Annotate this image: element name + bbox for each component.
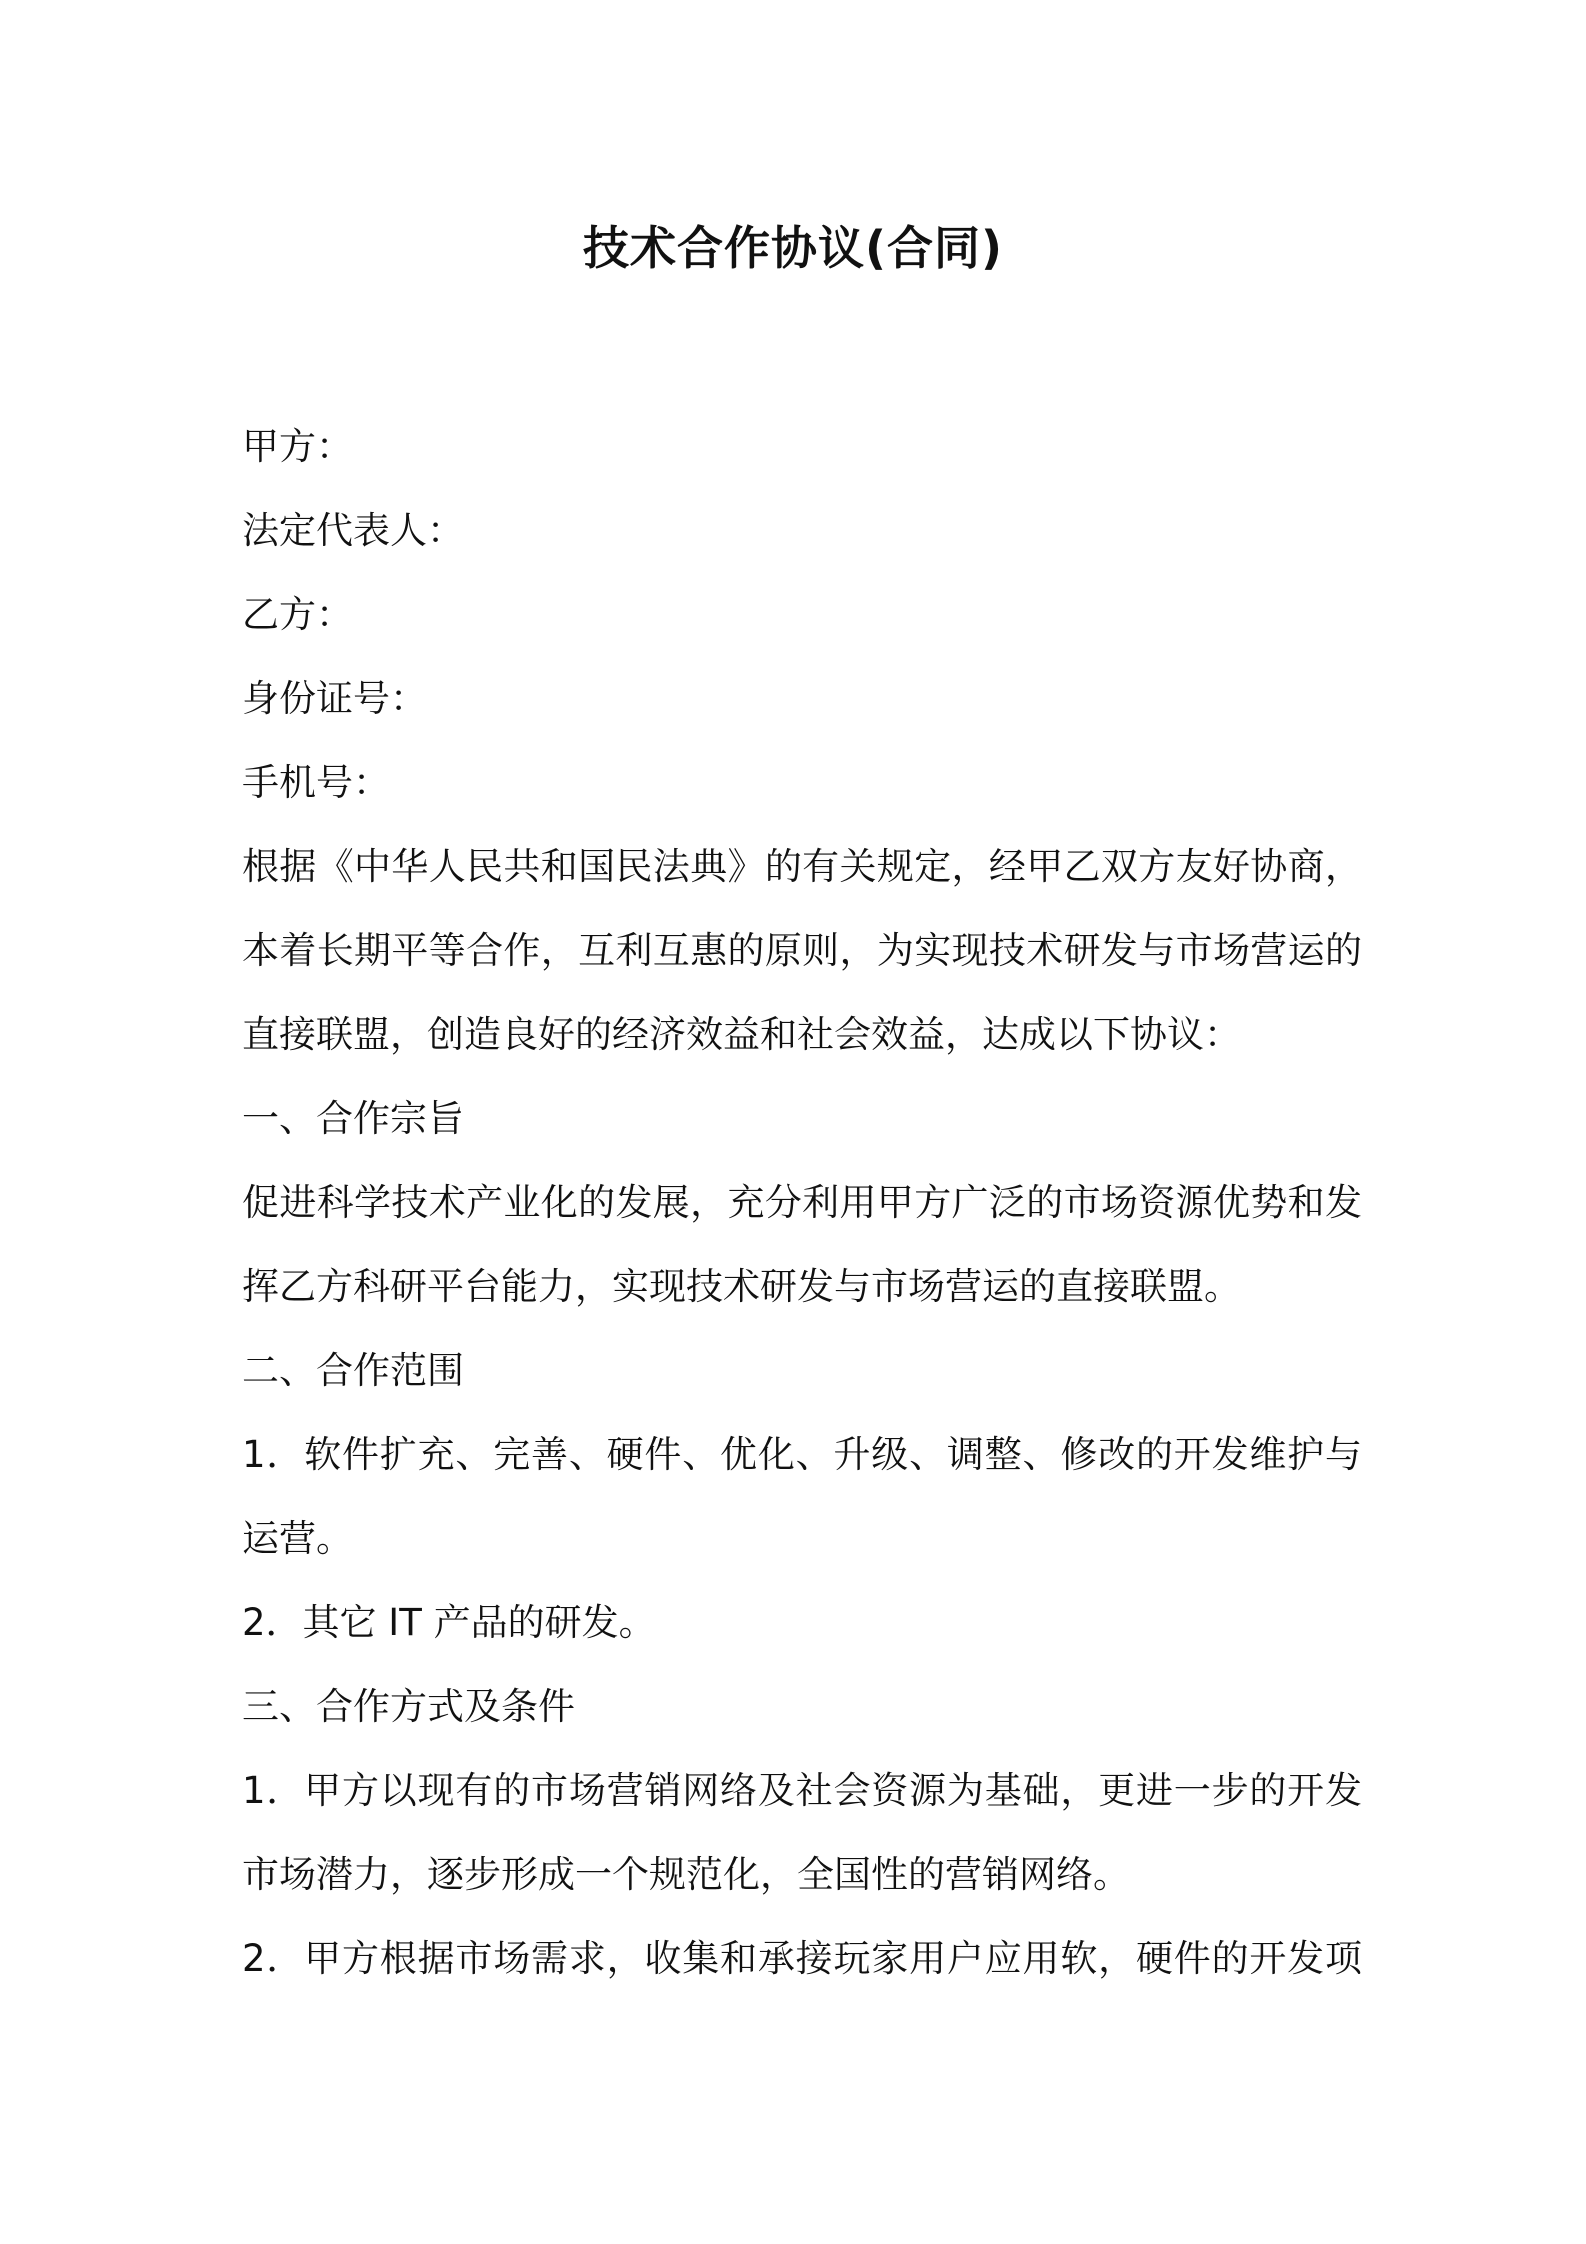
list-item-line: 1．软件扩充、完善、硬件、优化、升级、调整、修改的开发维护与 — [242, 1433, 1362, 1476]
party-b-label: 乙方： — [242, 593, 353, 636]
legal-rep-label: 法定代表人： — [242, 509, 464, 552]
preamble-line: 根据《中华人民共和国民法典》的有关规定，经甲乙双方友好协商， — [242, 845, 1362, 888]
section-heading: 三、合作方式及条件 — [242, 1685, 575, 1728]
list-item-line: 2．其它 IT 产品的研发。 — [242, 1601, 656, 1644]
document-body — [242, 405, 1362, 2001]
id-number-label: 身份证号： — [242, 677, 427, 720]
preamble-line: 本着长期平等合作，互利互惠的原则，为实现技术研发与市场营运的 — [242, 929, 1362, 972]
section-heading: 一、合作宗旨 — [242, 1097, 464, 1140]
list-item-line: 市场潜力，逐步形成一个规范化，全国性的营销网络。 — [242, 1853, 1130, 1896]
list-item-line: 1．甲方以现有的市场营销网络及社会资源为基础，更进一步的开发 — [242, 1769, 1362, 1812]
party-a-label: 甲方： — [242, 425, 353, 468]
section-text-line: 促进科学技术产业化的发展，充分利用甲方广泛的市场资源优势和发 — [242, 1181, 1362, 1224]
list-item-line: 运营。 — [242, 1517, 353, 1560]
section-heading: 二、合作范围 — [242, 1349, 464, 1392]
document-title: 技术合作协议(合同) — [582, 221, 1004, 275]
preamble-line: 直接联盟，创造良好的经济效益和社会效益，达成以下协议： — [242, 1013, 1241, 1056]
phone-label: 手机号： — [242, 761, 390, 804]
list-item-line: 2．甲方根据市场需求，收集和承接玩家用户应用软，硬件的开发项 — [242, 1937, 1362, 1980]
section-text-line: 挥乙方科研平台能力，实现技术研发与市场营运的直接联盟。 — [242, 1265, 1241, 1308]
